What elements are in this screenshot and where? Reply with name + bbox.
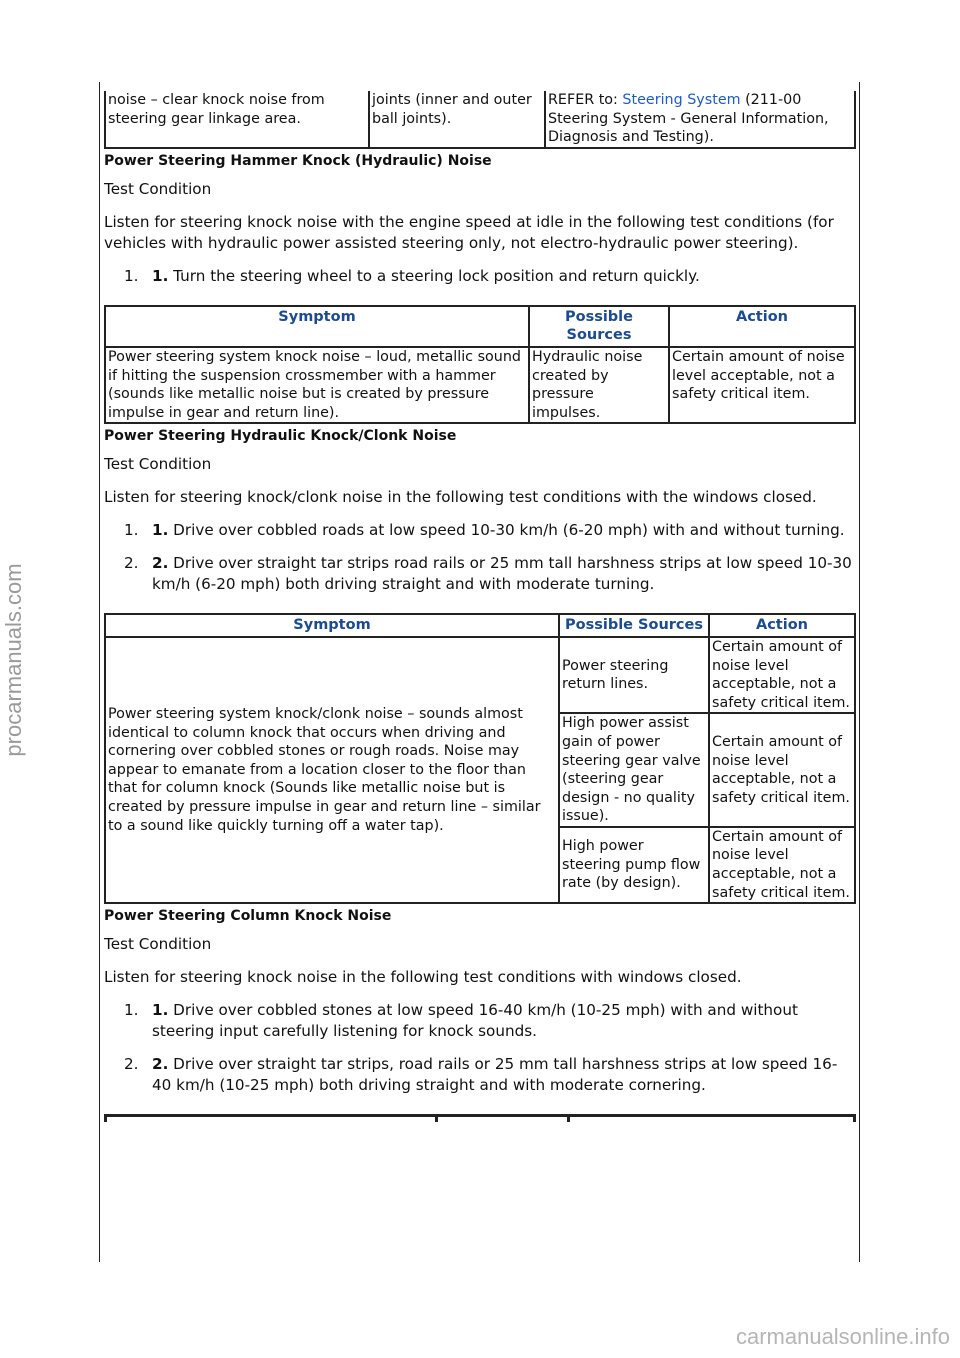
table-row	[105, 347, 855, 423]
test-description: Listen for steering knock/clonk noise in the following test conditions with the windows closed.	[104, 488, 817, 507]
symptom-cell: Power steering system knock/clonk noise – sounds almost identical to column knock that occurs when driving and cornering over cobbled stones or rough roads. Noise may appear to emanate from a location closer to the floor than that for column knock (Sounds like metallic noise but is created by pressure impulse in gear and return line – similar to a sound like quickly turning off a water tap).	[105, 637, 559, 903]
source-cell: High power assist gain of power steering gear valve (steering gear design - no quality issue).	[559, 713, 709, 827]
refer-suffix: (211-00 Steering System - General Information, Diagnosis and Testing).	[548, 92, 829, 146]
step-bold-number: 2.	[152, 1055, 169, 1074]
step-bold-number: 1.	[152, 521, 169, 540]
steering-system-link[interactable]: Steering System	[622, 92, 741, 108]
table-edge-tick	[435, 1114, 438, 1122]
step-number: 1.	[124, 1001, 139, 1020]
continued-table	[104, 91, 856, 149]
table-header-row	[105, 614, 855, 637]
table-edge-tick	[104, 1114, 107, 1122]
table-row	[105, 91, 855, 148]
next-table-top-edge	[104, 1114, 856, 1123]
step-bold-number: 1.	[152, 1001, 169, 1020]
action-cell: Certain amount of noise level acceptable, not a safety critical item.	[669, 347, 855, 423]
source-cell: High power steering pump flow rate (by design).	[559, 827, 709, 903]
bottom-watermark: carmanualsonline.info	[735, 1324, 950, 1349]
table-edge-tick	[853, 1114, 856, 1122]
page-right-border	[859, 82, 860, 1262]
action-cell: Certain amount of noise level acceptable, not a safety critical item.	[709, 713, 855, 827]
test-steps	[104, 266, 856, 287]
action-cell: Certain amount of noise level acceptable, not a safety critical item.	[709, 827, 855, 903]
table-edge-tick	[567, 1114, 570, 1122]
test-condition-heading: Test Condition	[104, 179, 212, 198]
list-item	[104, 266, 856, 287]
step-bold-number: 2.	[152, 554, 169, 573]
step-number: 1.	[124, 266, 139, 285]
test-condition-heading: Test Condition	[104, 455, 212, 474]
col-header-sources: Possible Sources	[529, 306, 669, 347]
symptom-table	[104, 613, 856, 904]
test-steps	[104, 520, 856, 595]
page-left-border	[99, 82, 100, 1262]
step-number: 2.	[124, 554, 139, 573]
step-number: 1.	[124, 521, 139, 540]
section-title: Power Steering Hammer Knock (Hydraulic) Noise	[104, 152, 492, 169]
list-item	[104, 520, 856, 541]
symptom-table	[104, 305, 856, 425]
table-header-row	[105, 306, 855, 347]
col-header-symptom: Symptom	[105, 306, 529, 347]
step-number: 2.	[124, 1055, 139, 1074]
step-bold-number: 1.	[152, 266, 169, 285]
col-header-sources: Possible Sources	[559, 614, 709, 637]
step-text: Drive over straight tar strips, road rails or 25 mm tall harshness strips at low speed 16-40 km/h (10-25 mph) both driving straight and with moderate cornering.	[152, 1055, 838, 1095]
source-cell: Power steering return lines.	[559, 637, 709, 713]
list-item	[104, 1054, 856, 1096]
source-cell: Hydraulic noise created by pressure impulses.	[529, 347, 669, 423]
source-cell: joints (inner and outer ball joints).	[369, 91, 545, 148]
step-text: Turn the steering wheel to a steering lock position and return quickly.	[168, 266, 700, 285]
section-title: Power Steering Hydraulic Knock/Clonk Noise	[104, 428, 457, 445]
col-header-symptom: Symptom	[105, 614, 559, 637]
section-title: Power Steering Column Knock Noise	[104, 908, 392, 925]
side-watermark: procarmanuals.com	[1, 563, 26, 757]
test-steps	[104, 1000, 856, 1096]
col-header-action: Action	[669, 306, 855, 347]
test-description: Listen for steering knock noise in the following test conditions with windows closed.	[104, 968, 742, 987]
step-text: Drive over cobbled roads at low speed 10-30 km/h (6-20 mph) with and without turning.	[168, 521, 845, 540]
col-header-action: Action	[709, 614, 855, 637]
symptom-cell: noise – clear knock noise from steering gear linkage area.	[105, 91, 369, 148]
action-cell	[545, 91, 855, 148]
step-text: Drive over straight tar strips road rails or 25 mm tall harshness strips at low speed 10-30 km/h (6-20 mph) both driving straight and with moderate turning.	[152, 554, 852, 594]
test-condition-heading: Test Condition	[104, 935, 212, 954]
manual-content	[104, 91, 856, 1123]
test-description: Listen for steering knock noise with the engine speed at idle in the following test conditions (for vehicles with hydraulic power assisted steering only, not electro-hydraulic power steering).	[104, 212, 834, 252]
action-cell: Certain amount of noise level acceptable, not a safety critical item.	[709, 637, 855, 713]
list-item	[104, 1000, 856, 1042]
list-item	[104, 553, 856, 595]
table-row	[105, 637, 855, 713]
step-text: Drive over cobbled stones at low speed 16-40 km/h (10-25 mph) with and without steering input carefully listening for knock sounds.	[152, 1001, 798, 1041]
refer-prefix: REFER to:	[548, 92, 623, 108]
symptom-cell: Power steering system knock noise – loud, metallic sound if hitting the suspension crossmember with a hammer (sounds like metallic noise but is created by pressure impulse in gear and return line).	[105, 347, 529, 423]
